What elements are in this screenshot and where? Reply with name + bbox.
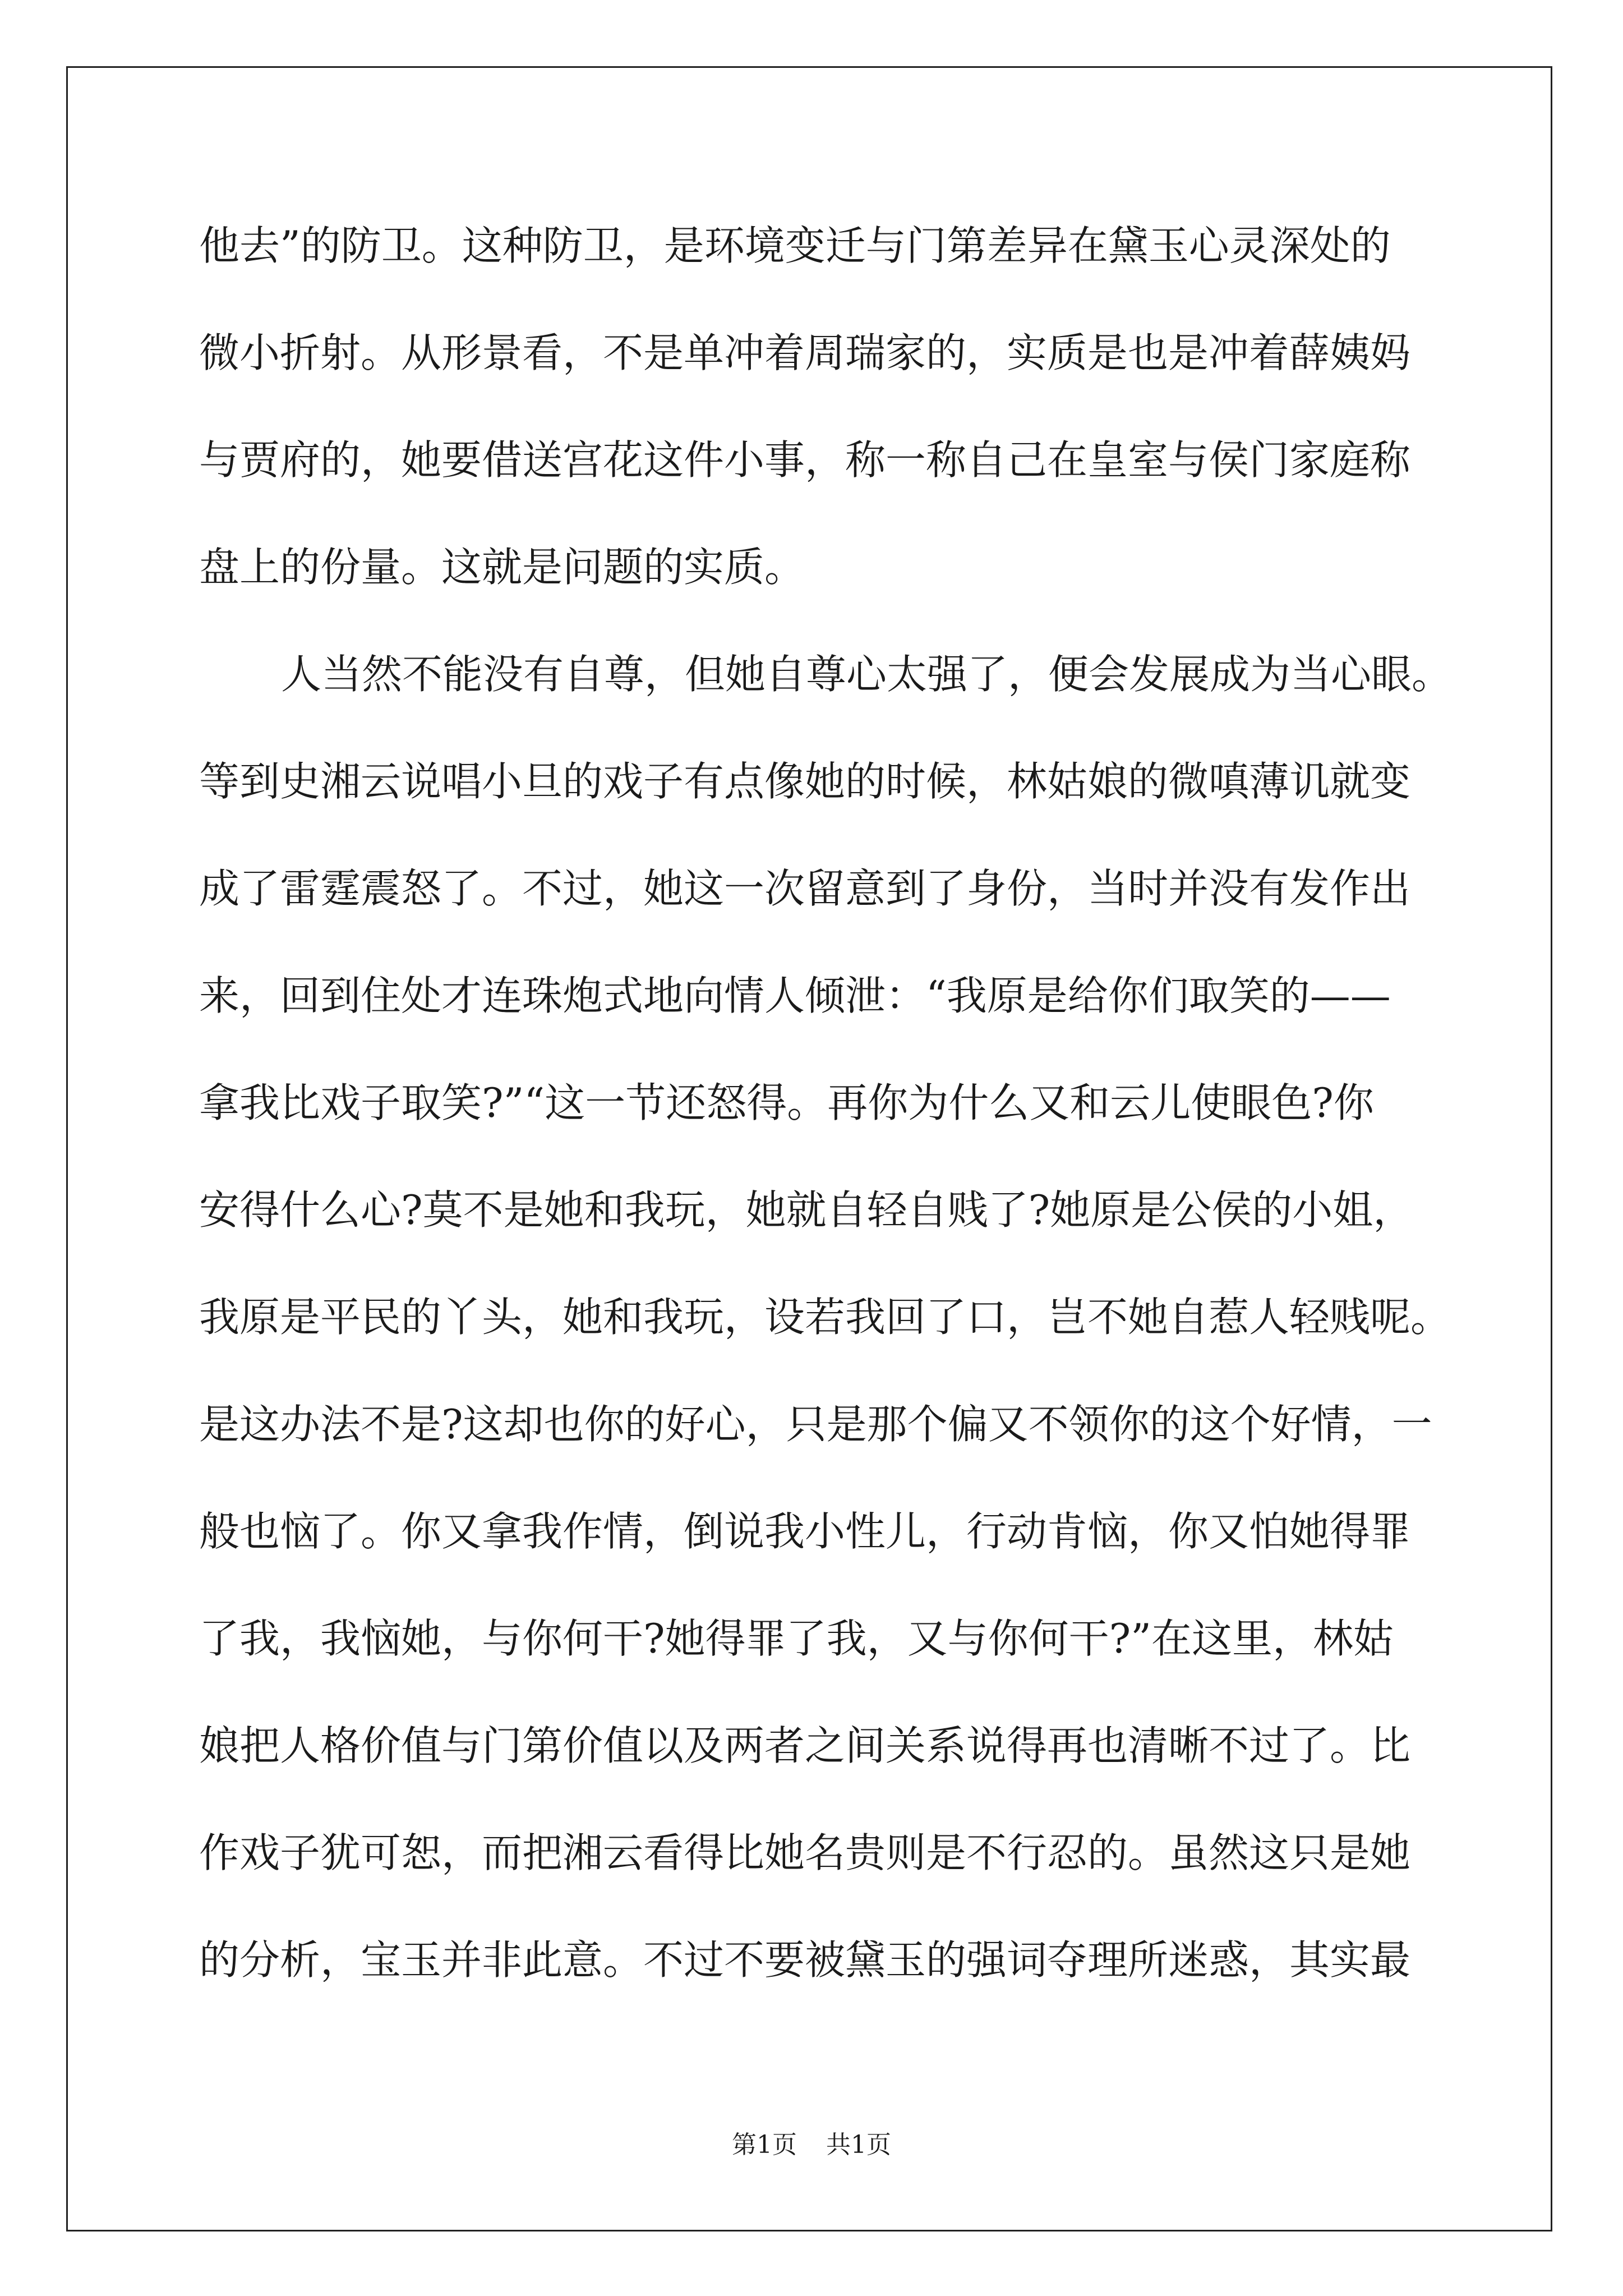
text-line: 等到史湘云说唱小旦的戏子有点像她的时候，林姑娘的微嗔薄讥就变: [199, 758, 1411, 805]
document-body: [199, 222, 1453, 2043]
page-footer: [0, 2131, 1623, 2160]
text-line: 作戏子犹可恕，而把湘云看得比她名贵则是不行忍的。虽然这只是她: [199, 1829, 1411, 1876]
text-line: 是这办法不是?这却也你的好心，只是那个偏又不领你的这个好情，一: [199, 1401, 1432, 1448]
paragraph-first-line: 人当然不能没有自尊，但她自尊心太强了，便会发展成为当心眼。: [281, 651, 1453, 698]
page-number: 第1页: [732, 2131, 797, 2159]
text-line: 拿我比戏子取笑?”“这一节还怒得。再你为什么又和云儿使眼色?你: [199, 1079, 1374, 1126]
text-line: 的分析，宝玉并非此意。不过不要被黛玉的强词夺理所迷惑，其实最: [199, 1936, 1411, 1984]
text-line: 微小折射。从形景看，不是单冲着周瑞家的，实质是也是冲着薛姨妈: [199, 329, 1411, 376]
text-line: 安得什么心?莫不是她和我玩，她就自轻自贱了?她原是公侯的小姐，: [199, 1186, 1414, 1234]
text-line: 了我，我恼她，与你何干?她得罪了我，又与你何干?”在这里，林姑: [199, 1615, 1394, 1662]
text-line: 与贾府的，她要借送宫花这件小事，称一称自己在皇室与侯门家庭称: [199, 436, 1411, 484]
text-line: 来，回到住处才连珠炮式地向情人倾泄：“我原是给你们取笑的——: [199, 972, 1391, 1019]
text-line: 我原是平民的丫头，她和我玩，设若我回了口，岂不她自惹人轻贱呢。: [199, 1294, 1451, 1341]
text-line: 成了雷霆震怒了。不过，她这一次留意到了身份，当时并没有发作出: [199, 865, 1411, 912]
text-line: 盘上的份量。这就是问题的实质。: [199, 544, 805, 591]
text-line: 他去”的防卫。这种防卫，是环境变迁与门第差异在黛玉心灵深处的: [199, 222, 1391, 269]
page-total: 共1页: [826, 2131, 891, 2159]
text-line: 般也恼了。你又拿我作情，倒说我小性儿，行动肯恼，你又怕她得罪: [199, 1508, 1411, 1555]
text-line: 娘把人格价值与门第价值以及两者之间关系说得再也清晰不过了。比: [199, 1722, 1411, 1769]
